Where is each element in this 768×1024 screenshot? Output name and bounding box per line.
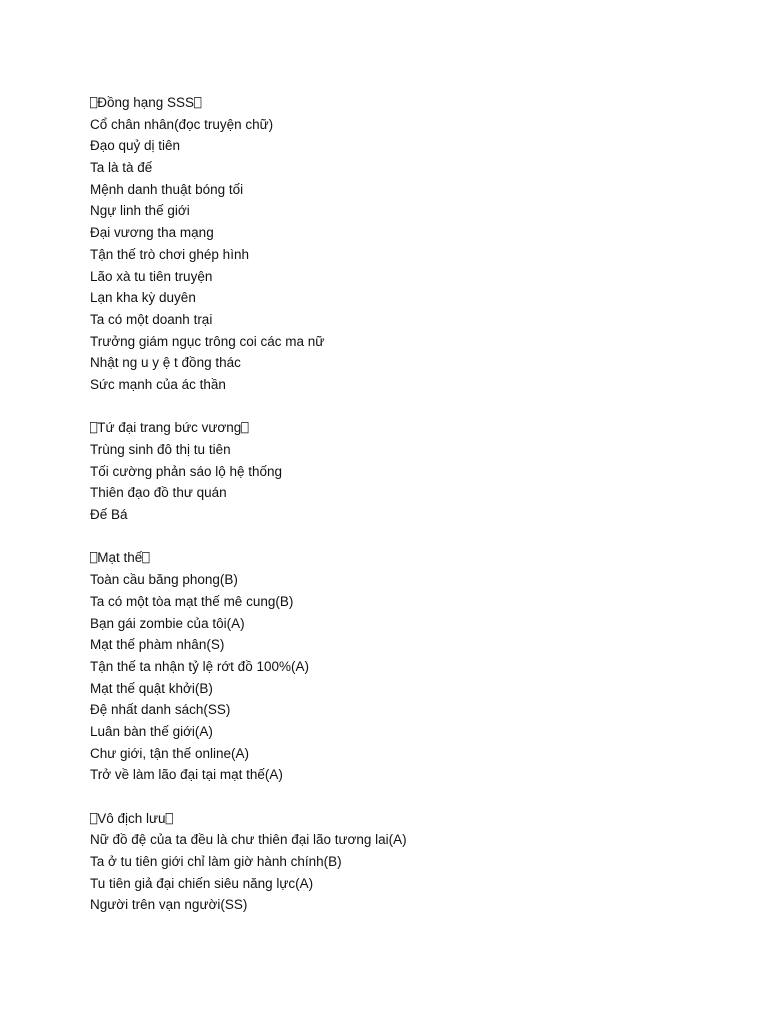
list-item: Ta có một doanh trại bbox=[90, 311, 213, 327]
missing-glyph-box: ⎕ bbox=[241, 421, 249, 436]
list-item: Mạt thế phàm nhân(S) bbox=[90, 637, 225, 653]
list-item: Ngự linh thế giới bbox=[90, 203, 190, 219]
section-heading-text: Tứ đại trang bức vương bbox=[97, 420, 242, 436]
list-item: Tu tiên giả đại chiến siêu năng lực(A) bbox=[90, 875, 314, 891]
list-item: Trở về làm lão đại tại mạt thế(A) bbox=[90, 767, 283, 783]
list-item: Thiên đạo đồ thư quán bbox=[90, 485, 227, 501]
missing-glyph-box: ⎕ bbox=[90, 421, 98, 436]
document-page bbox=[90, 92, 730, 938]
list-item: Đệ nhất danh sách(SS) bbox=[90, 702, 231, 718]
list-item: Mệnh danh thuật bóng tối bbox=[90, 181, 244, 197]
missing-glyph-box: ⎕ bbox=[90, 551, 98, 566]
list-item: Lạn kha kỳ duyên bbox=[90, 290, 196, 306]
section-heading-text: Đồng hạng SSS bbox=[97, 95, 195, 110]
list-item: Luân bàn thế giới(A) bbox=[90, 723, 213, 739]
list-item: Bạn gái zombie của tôi(A) bbox=[90, 615, 245, 631]
list-item: Toàn cầu băng phong(B) bbox=[90, 572, 238, 588]
list-item: Trưởng giám ngục trông coi các ma nữ bbox=[90, 333, 325, 349]
section-heading bbox=[90, 547, 730, 569]
section-dong-hang-sss bbox=[90, 92, 730, 396]
list-item: Ta ở tu tiên giới chỉ làm giờ hành chính(B) bbox=[90, 854, 342, 870]
list-item: Người trên vạn người(SS) bbox=[90, 897, 248, 913]
list-item: Lão xà tu tiên truyện bbox=[90, 268, 213, 284]
list-item: Trùng sinh đô thị tu tiên bbox=[90, 442, 231, 457]
missing-glyph-box: ⎕ bbox=[90, 96, 98, 110]
list-item: Nhật ng u y ệ t đồng thác bbox=[90, 355, 241, 371]
list-item: Nữ đồ đệ của ta đều là chư thiên đại lão tương lai(A) bbox=[90, 832, 407, 848]
list-item: Cổ chân nhân(đọc truyện chữ) bbox=[90, 116, 274, 132]
section-heading bbox=[90, 808, 730, 830]
missing-glyph-box: ⎕ bbox=[194, 96, 202, 110]
missing-glyph-box: ⎕ bbox=[165, 811, 173, 826]
section-mat-the bbox=[90, 547, 730, 786]
list-item: Đạo quỷ dị tiên bbox=[90, 138, 181, 154]
list-item: Đại vương tha mạng bbox=[90, 225, 214, 241]
section-vo-dich-luu bbox=[90, 808, 730, 916]
list-item: Sức mạnh của ác thần bbox=[90, 376, 226, 392]
list-item: Chư giới, tận thế online(A) bbox=[90, 745, 249, 761]
section-heading bbox=[90, 417, 730, 439]
list-item: Tối cường phản sáo lộ hệ thống bbox=[90, 463, 283, 479]
section-heading-text: Vô địch lưu bbox=[97, 810, 166, 826]
section-tu-dai-trang-buc-vuong bbox=[90, 417, 730, 525]
list-item: Ta có một tòa mạt thế mê cung(B) bbox=[90, 593, 294, 609]
list-item: Đế Bá bbox=[90, 507, 128, 523]
section-heading-text: Mạt thế bbox=[97, 550, 143, 566]
list-item: Mạt thế quật khởi(B) bbox=[90, 680, 213, 696]
list-item: Ta là tà đế bbox=[90, 160, 153, 176]
missing-glyph-box: ⎕ bbox=[142, 551, 150, 566]
missing-glyph-box: ⎕ bbox=[90, 811, 98, 826]
list-item: Tận thế ta nhận tỷ lệ rớt đồ 100%(A) bbox=[90, 658, 309, 674]
section-heading bbox=[90, 92, 730, 114]
list-item: Tận thế trò chơi ghép hình bbox=[90, 246, 249, 262]
